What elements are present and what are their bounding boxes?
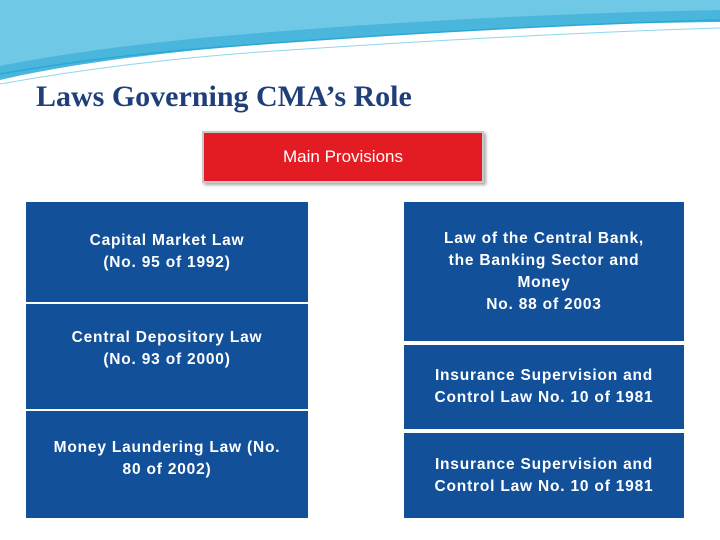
main-provisions-label: Main Provisions [283,147,403,166]
header-swoosh-decoration [0,0,720,90]
main-provisions-box [202,131,484,183]
law-text-line: Capital Market Law [89,232,245,249]
law-text-line: Control Law No. 10 of 1981 [434,477,654,495]
slide-title: Laws Governing CMA’s Role [36,80,412,113]
law-text-line: Insurance Supervision and [434,455,654,473]
law-box-insurance-supervision-1 [404,345,684,429]
law-text-line: (No. 95 of 1992) [103,254,231,271]
law-text-line: Money [517,273,571,291]
law-box-money-laundering [26,411,308,518]
law-text-line: Central Depository Law [71,328,263,346]
law-text-line: Money Laundering Law (No. [53,438,281,456]
law-text-line: (No. 93 of 2000) [103,350,231,368]
law-text-line: Insurance Supervision and [434,367,654,384]
law-text-line: the Banking Sector and [448,251,640,269]
law-box-central-depository [26,304,308,409]
law-box-insurance-supervision-2 [404,433,684,518]
law-text-line: Law of the Central Bank, [443,229,645,247]
law-box-central-bank [404,202,684,341]
law-text-line: No. 88 of 2003 [486,295,602,313]
law-text-line: Control Law No. 10 of 1981 [434,389,654,406]
law-text-line: 80 of 2002) [122,460,212,478]
law-box-capital-market [26,202,308,302]
